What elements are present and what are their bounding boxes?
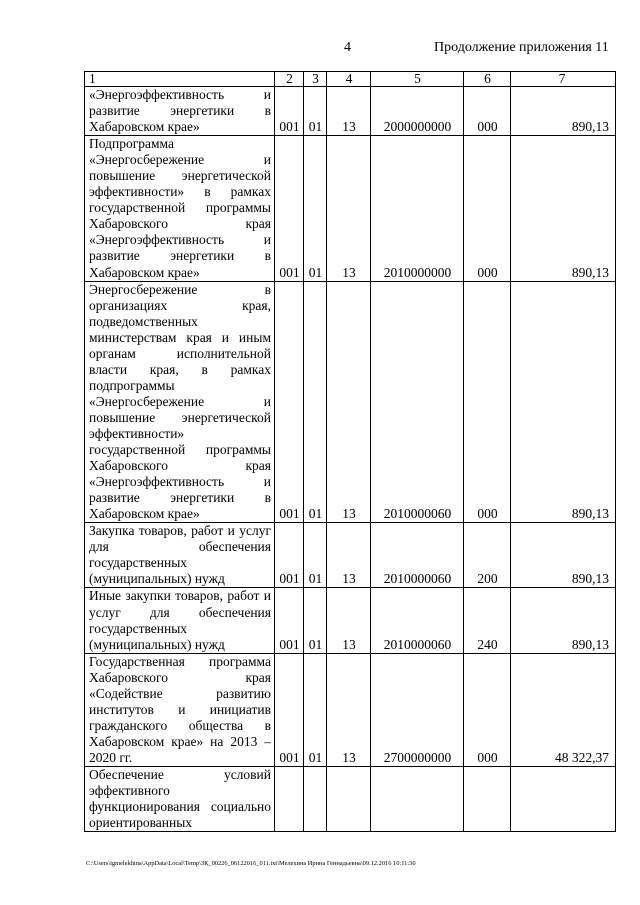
row-section: 01: [304, 588, 327, 653]
column-header: 1: [85, 72, 275, 87]
row-code: 001: [275, 653, 304, 766]
row-target-article: 2010000000: [371, 136, 464, 281]
row-amount: 890,13: [511, 588, 616, 653]
table-header-row: [85, 72, 616, 87]
row-name: «Энергоэффективность и развитие энергетики в Хабаровском крае»: [85, 87, 275, 136]
row-subsection: 13: [327, 281, 371, 523]
row-amount: 48 322,37: [511, 653, 616, 766]
row-expense-type: 240: [464, 588, 511, 653]
row-expense-type: 000: [464, 136, 511, 281]
row-name: Государственная программа Хабаровского края «Содействие развитию институтов и инициатив гражданского общества в Хабаровском крае» на 2013 – 2020 гг.: [85, 653, 275, 766]
row-amount: [511, 766, 616, 831]
column-header: 4: [327, 72, 371, 87]
row-target-article: 2010000060: [371, 523, 464, 588]
row-name: Иные закупки товаров, работ и услуг для обеспечения государственных (муниципальных) нужд: [85, 588, 275, 653]
row-name: Закупка товаров, работ и услуг для обеспечения государственных (муниципальных) нужд: [85, 523, 275, 588]
row-section: [304, 766, 327, 831]
row-target-article: [371, 766, 464, 831]
column-header: 6: [464, 72, 511, 87]
column-header: 7: [511, 72, 616, 87]
budget-table: [84, 71, 616, 832]
row-expense-type: 000: [464, 87, 511, 136]
row-target-article: 2010000060: [371, 281, 464, 523]
page-number: 4: [344, 40, 351, 55]
row-section: 01: [304, 653, 327, 766]
row-subsection: 13: [327, 523, 371, 588]
table-row: [85, 523, 616, 588]
row-subsection: 13: [327, 136, 371, 281]
row-expense-type: 200: [464, 523, 511, 588]
row-amount: 890,13: [511, 136, 616, 281]
table-row: [85, 136, 616, 281]
row-expense-type: 000: [464, 281, 511, 523]
table-row: [85, 588, 616, 653]
row-name: Энергосбережение в организациях края, подведомственных министерствам края и иным органам исполнительной власти края, в рамках подпрограммы «Энергосбережение и повышение энергетической эффективности» государственной программы Хабаровского края «Энергоэффективность и развитие энергетики в Хабаровском крае»: [85, 281, 275, 523]
row-code: [275, 766, 304, 831]
table-row: [85, 653, 616, 766]
row-subsection: 13: [327, 653, 371, 766]
row-section: 01: [304, 523, 327, 588]
row-subsection: [327, 766, 371, 831]
row-target-article: 2000000000: [371, 87, 464, 136]
file-path-footer: C:\Users\igmelekhina\AppData\Local\Temp\ЗК_00226_06122016_011.txt\Мелехина Ирина Геннадьевна\09.12.2016 10:11:30: [86, 860, 416, 867]
row-code: 001: [275, 87, 304, 136]
table-row: [85, 766, 616, 831]
row-subsection: 13: [327, 588, 371, 653]
row-name: Подпрограмма «Энергосбережение и повышение энергетической эффективности» в рамках государственной программы Хабаровского края «Энергоэффективность и развитие энергетики в Хабаровском крае»: [85, 136, 275, 281]
column-header: 3: [304, 72, 327, 87]
column-header: 5: [371, 72, 464, 87]
row-target-article: 2010000060: [371, 588, 464, 653]
row-section: 01: [304, 136, 327, 281]
row-code: 001: [275, 136, 304, 281]
row-section: 01: [304, 87, 327, 136]
table-row: [85, 87, 616, 136]
column-header: 2: [275, 72, 304, 87]
row-amount: 890,13: [511, 281, 616, 523]
row-code: 001: [275, 588, 304, 653]
row-name: Обеспечение условий эффективного функционирования социально ориентированных: [85, 766, 275, 831]
table-row: [85, 281, 616, 523]
row-amount: 890,13: [511, 87, 616, 136]
row-expense-type: 000: [464, 653, 511, 766]
row-target-article: 2700000000: [371, 653, 464, 766]
continuation-label: Продолжение приложения 11: [434, 40, 609, 55]
row-code: 001: [275, 281, 304, 523]
row-subsection: 13: [327, 87, 371, 136]
row-section: 01: [304, 281, 327, 523]
row-code: 001: [275, 523, 304, 588]
row-amount: 890,13: [511, 523, 616, 588]
row-expense-type: [464, 766, 511, 831]
